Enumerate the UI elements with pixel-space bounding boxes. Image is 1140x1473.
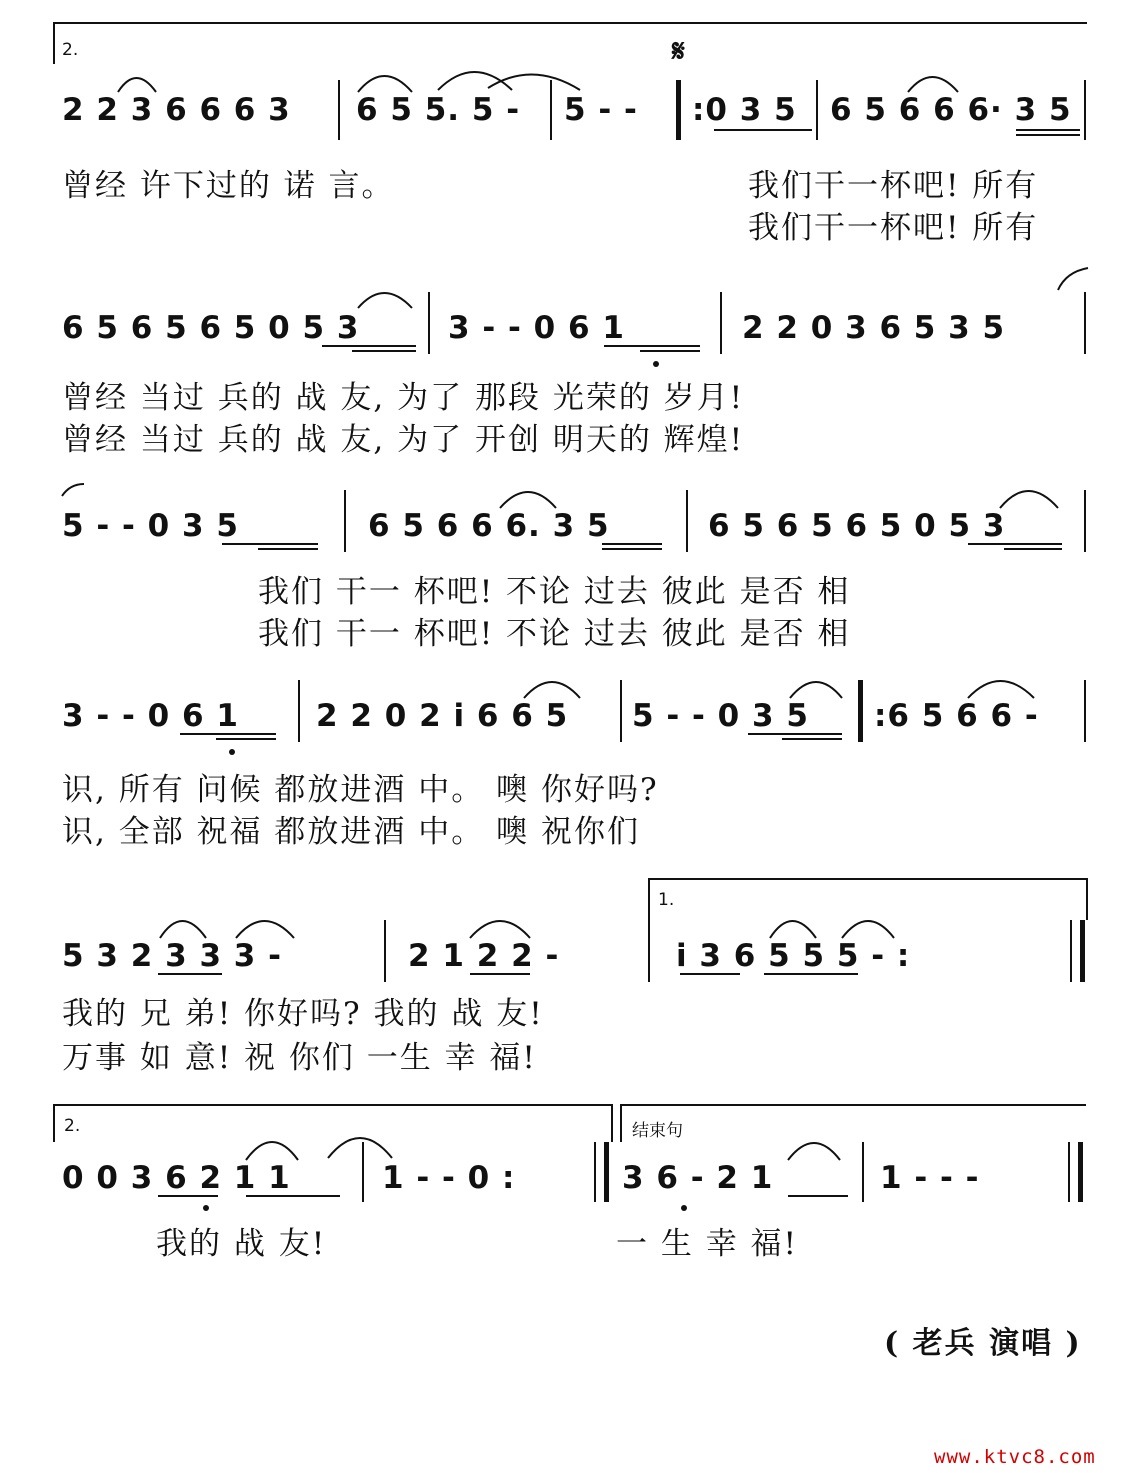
notes-row-6b: 1 - - 0 :: [382, 1160, 516, 1196]
slur: [470, 921, 530, 938]
slur: [236, 921, 294, 938]
slur: [358, 293, 412, 308]
notes-row-4c: 5 - - 0 3 5: [632, 698, 809, 734]
slur: [968, 681, 1034, 698]
slur: [160, 921, 206, 938]
slur: [790, 682, 842, 698]
slur: [842, 921, 894, 938]
lyrics-row-5-verse1: 我的 兄 弟! 你好吗? 我的 战 友!: [62, 996, 544, 1032]
lyrics-row-6-part1: 我的 战 友!: [156, 1226, 327, 1262]
notes-row-2b: 3 - - 0 6 1: [448, 310, 625, 346]
segno-sign: 𝄋: [672, 34, 686, 69]
lyrics-row-3-verse1: 我们 干一 杯吧! 不论 过去 彼此 是否 相: [258, 574, 851, 610]
lyrics-row-5-verse2: 万事 如 意! 祝 你们 一生 幸 福!: [62, 1040, 537, 1076]
slur: [908, 77, 958, 92]
notes-row-6c: 3 6 - 2 1: [622, 1160, 774, 1196]
ending-label: 结束句: [632, 1121, 683, 1141]
slur: [358, 76, 412, 92]
slur: [1000, 491, 1058, 508]
website-watermark: www.ktvc8.com: [934, 1446, 1096, 1468]
slur: [328, 1138, 392, 1158]
volta-label-2: 2.: [64, 1116, 81, 1136]
notes-row-5b: 2 1 2 2 -: [408, 938, 560, 974]
lyrics-row-2-verse2: 曾经 当过 兵的 战 友, 为了 开创 明天的 辉煌!: [62, 422, 745, 458]
slur: [524, 682, 580, 698]
notes-row-3b: 6 5 6 6 6. 3 5: [368, 508, 610, 544]
notes-row-1e: 6 5 6 6 6· 3 5: [830, 92, 1072, 128]
notes-row-4b: 2 2 0 2 i 6 6 5: [316, 698, 569, 734]
notes-row-1b: 6 5 5. 5 -: [356, 92, 521, 128]
slur: [500, 492, 556, 508]
notes-row-5a: 5 3 2 3 3 3 -: [62, 938, 283, 974]
notes-row-3c: 6 5 6 5 6 5 0 5 3: [708, 508, 1006, 544]
notes-row-6d: 1 - - -: [880, 1160, 980, 1196]
slur: [1058, 268, 1088, 290]
lyrics-row-1-line1: 曾经 许下过的 诺 言。: [62, 168, 395, 204]
notes-row-5c: i 3 6 5 5 5 - :: [676, 938, 911, 974]
performer-credit: ( 老兵 演唱 ): [884, 1326, 1082, 1361]
slur: [770, 921, 816, 938]
notes-row-2a: 6 5 6 5 6 5 0 5 3: [62, 310, 360, 346]
lyrics-row-1-verse1: 我们干一杯吧! 所有: [748, 168, 1039, 204]
notes-row-4a: 3 - - 0 6 1: [62, 698, 239, 734]
notes-row-1d: :0 3 5: [692, 92, 797, 128]
slur: [62, 484, 84, 496]
notes-row-1c: 5 - -: [564, 92, 638, 128]
slur: [118, 78, 156, 92]
notes-row-4d: :6 5 6 6 -: [874, 698, 1039, 734]
lyrics-row-4-verse2: 识, 全部 祝福 都放进酒 中。 噢 祝你们: [62, 814, 640, 850]
slur: [246, 1142, 298, 1160]
lyrics-row-1-verse2: 我们干一杯吧! 所有: [748, 210, 1039, 246]
volta-label-2-top: 2.: [62, 40, 79, 60]
notes-row-2c: 2 2 0 3 6 5 3 5: [742, 310, 1006, 346]
lyrics-row-3-verse2: 我们 干一 杯吧! 不论 过去 彼此 是否 相: [258, 616, 851, 652]
notes-row-1a: 2 2 3 6 6 6 3: [62, 92, 291, 128]
volta-label-1: 1.: [658, 890, 675, 910]
notes-row-6a: 0 0 3 6 2 1 1: [62, 1160, 291, 1196]
notes-row-3a: 5 - - 0 3 5: [62, 508, 239, 544]
lyrics-row-4-verse1: 识, 所有 问候 都放进酒 中。 噢 你好吗?: [62, 772, 659, 808]
slur: [788, 1143, 840, 1160]
lyrics-row-6-part2: 一 生 幸 福!: [616, 1226, 799, 1262]
lyrics-row-2-verse1: 曾经 当过 兵的 战 友, 为了 那段 光荣的 岁月!: [62, 380, 745, 416]
